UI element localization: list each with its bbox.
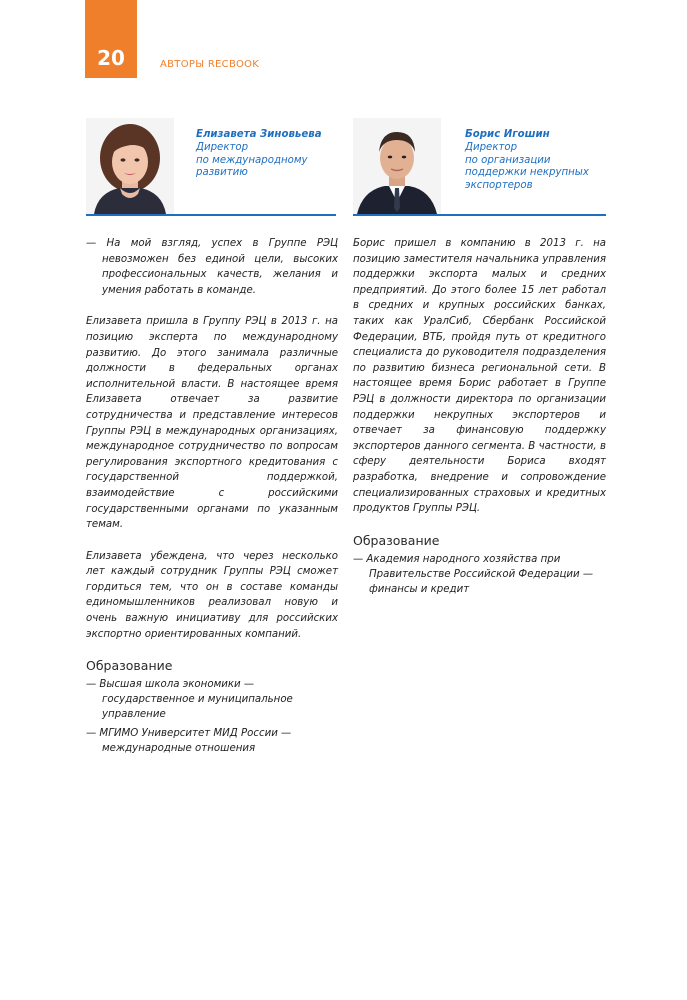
right-column xyxy=(353,236,606,601)
person-role: Директор по международному развитию xyxy=(196,141,308,179)
profile-meta-elizaveta xyxy=(196,129,336,180)
page-number-badge xyxy=(85,0,137,78)
bio-paragraph: Елизавета убеждена, что через несколько лет каждый сотрудник Группы РЭЦ сможет гордиться тем, что он в составе команды единомышленников реализовал новую и очень важную инициативу для российских экспортно ориентированных компаний. xyxy=(86,550,338,640)
page-number: 20 xyxy=(97,46,125,70)
person-role: Директор по организации поддержки некрупных экспортеров xyxy=(465,141,589,192)
education-item: — Академия народного хозяйства при Правительстве Российской Федерации — финансы и кредит xyxy=(353,553,594,595)
portrait-photo-boris xyxy=(353,118,441,214)
profile-meta-boris xyxy=(465,129,605,193)
person-name: Елизавета Зиновьева xyxy=(196,129,322,140)
education-list xyxy=(353,552,606,597)
left-column xyxy=(86,236,338,760)
education-list xyxy=(86,677,338,756)
education-heading: Образование xyxy=(86,658,173,674)
person-name: Борис Игошин xyxy=(465,129,550,140)
portrait-photo-elizaveta xyxy=(86,118,174,214)
divider-left xyxy=(86,214,336,216)
bio-paragraph: Елизавета пришла в Группу РЭЦ в 2013 г. на позицию эксперта по международному развитию. До этого занимала различные должности в федеральных органах исполнительной власти. В настоящее время Елизавета отвечает за развитие сотрудничества и представление интересов Группы РЭЦ в международных организациях, международное сотрудничество по вопросам регулирования экспортного кредитования с государственной поддержкой, взаимодействие с российскими государственными органами по указанным темам. xyxy=(86,316,338,531)
education-item: — МГИМО Университет МИД России — международные отношения xyxy=(86,728,292,755)
education-heading: Образование xyxy=(353,532,440,548)
divider-right xyxy=(353,214,606,216)
bio-paragraph: Борис пришел в компанию в 2013 г. на позицию заместителя начальника управления поддержки экспорта малых и средних предприятий. До этого более 15 лет работал в средних и крупных российских банках, таких как УралСиб, Сбербанк Российской Федерации, ВТБ, пройдя путь от кредитного специалиста до руководителя подразделения по развитию бизнеса региональной сети. В настоящее время Борис работает в Группе РЭЦ в должности директора по организации поддержки некрупных экспортеров и отвечает за финансовую поддержку экспортеров данного сегмента. В частности, в сферу деятельности Бориса входят разработка, внедрение и сопровождение специализированных страховых и кредитных продуктов Группы РЭЦ. xyxy=(353,238,606,515)
quote-elizaveta: — На мой взгляд, успех в Группе РЭЦ невозможен без единой цели, высоких профессиональных качеств, желания и умения работать в команде. xyxy=(86,238,338,296)
education-item: — Высшая школа экономики — государственное и муниципальное управление xyxy=(86,679,293,721)
section-title: АВТОРЫ RECBOOK xyxy=(160,59,260,70)
